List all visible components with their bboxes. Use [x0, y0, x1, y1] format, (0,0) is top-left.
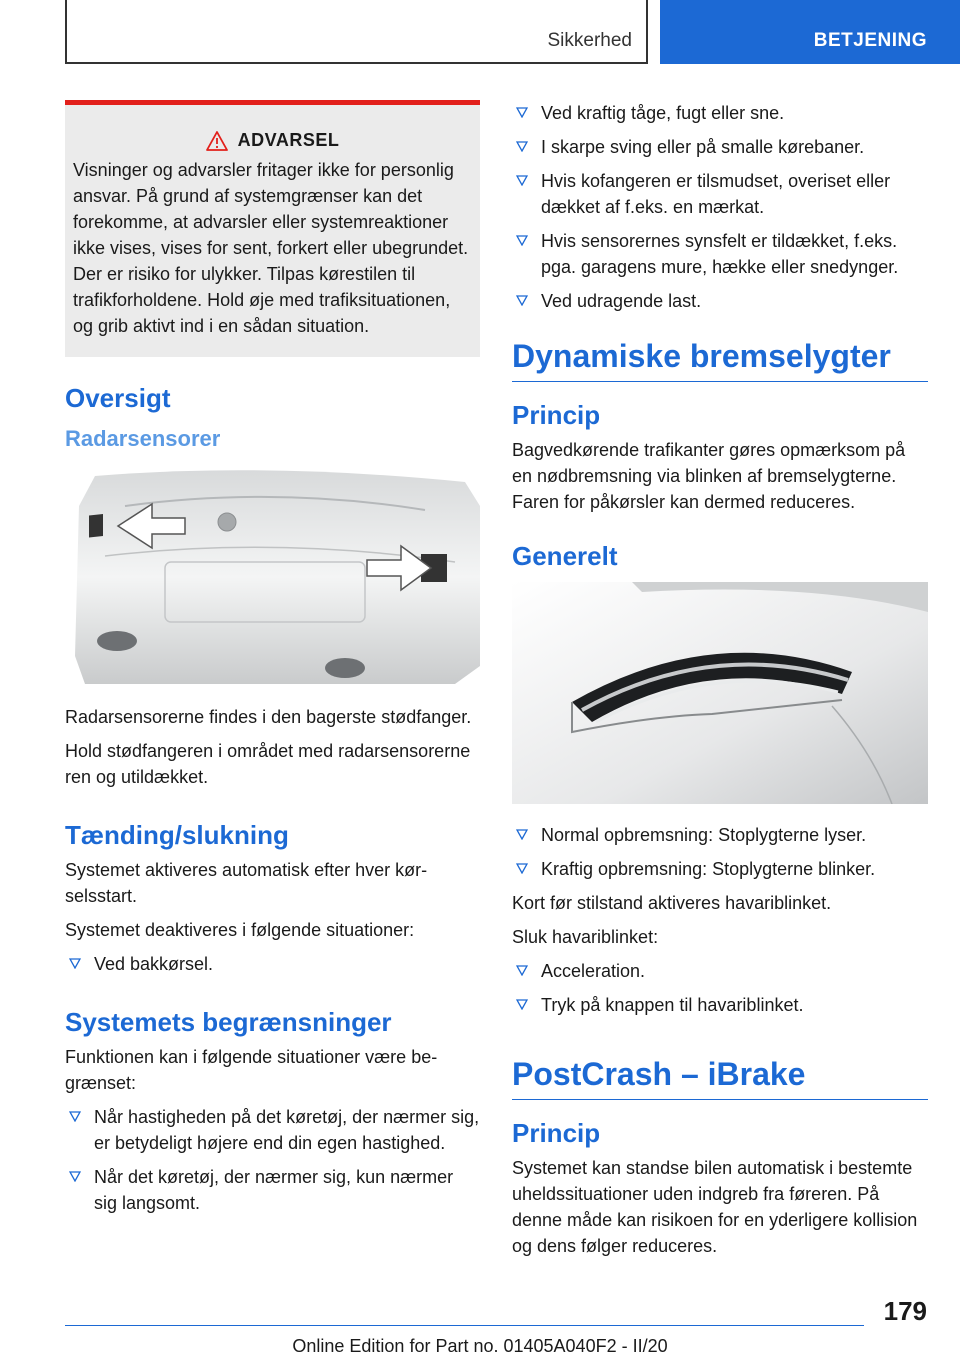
triangle-bullet-icon — [69, 957, 81, 969]
triangle-bullet-icon — [516, 862, 528, 874]
left-column — [65, 100, 480, 1224]
triangle-bullet-icon — [69, 1170, 81, 1182]
heading-generelt: Generelt — [512, 541, 618, 571]
heading-postcrash-ibrake: PostCrash – iBrake — [512, 1056, 928, 1100]
brake-light-list — [512, 822, 928, 882]
triangle-bullet-icon — [516, 998, 528, 1010]
list-item: Når det køretøj, der nærmer sig, kun nærmer sig langsomt. — [65, 1164, 480, 1216]
triangle-bullet-icon — [516, 106, 528, 118]
list-item: Tryk på knappen til havariblinket. — [512, 992, 928, 1018]
triangle-bullet-icon — [516, 140, 528, 152]
limitations-list — [65, 1104, 480, 1216]
para-princip-2: Systemet kan standse bilen automatisk i bestemte uheldssituationer uden indgreb fra føreren. På denne måde kan risikoen for en yderligere kollision og dens følger reduceres. — [512, 1158, 918, 1256]
triangle-bullet-icon — [516, 828, 528, 840]
right-column — [512, 100, 928, 1267]
para-hazard-before-stop: Kort før stilstand aktiveres havariblinket. — [512, 893, 832, 913]
footer-edition: Online Edition for Part no. 01405A040F2 - II/20 — [292, 1336, 668, 1356]
list-item: Hvis kofangeren er tilsmudset, overiset eller dækket af f.eks. en mærkat. — [512, 168, 928, 220]
page-number: 179 — [883, 1296, 927, 1326]
warning-title-text: ADVARSEL — [237, 130, 340, 150]
list-item: I skarpe sving eller på smalle kørebaner. — [512, 134, 928, 160]
header-chapter-tab — [660, 0, 960, 64]
radar-sensor-car-image — [65, 466, 480, 686]
para-princip-1: Bagvedkørende trafikanter gøres opmærksom på en nødbremsning via blinken af bremselygterne. Faren for påkørsler kan dermed reduceres. — [512, 440, 906, 512]
heading-dynamiske-bremselygter: Dynamiske bremselygter — [512, 338, 928, 382]
para-deactivation: Systemet deaktiveres i følgende situationer: — [65, 920, 415, 940]
list-item: Ved bakkørsel. — [65, 951, 480, 977]
heading-princip-1: Princip — [512, 400, 601, 430]
warning-box — [65, 100, 480, 357]
header-chapter-label: BETJENING — [813, 30, 927, 51]
warning-triangle-icon — [206, 131, 228, 151]
warning-title — [73, 130, 472, 151]
list-item: Acceleration. — [512, 958, 928, 984]
warning-text: Visninger og advarsler fritager ikke for personlig ansvar. På grund af systemgrænser kan det forekomme, at advarsler eller systemreaktioner ikke vises, vises for sent, forkert eller ubegrundet. Der er risiko for ulykker. Tilpas kørestilen til trafikforholdene. Hold øje med trafiksituationen, og grib aktivt ind i en sådan situation. — [73, 160, 469, 336]
header-section-tab — [65, 0, 648, 64]
para-hazard-off: Sluk havariblinket: — [512, 927, 659, 947]
footer-divider — [65, 1325, 864, 1326]
heading-taending: Tænding/slukning — [65, 820, 289, 850]
brake-light-image — [512, 582, 928, 804]
heading-radarsensorer: Radarsensorer — [65, 426, 221, 451]
list-item: Hvis sensorernes synsfelt er tildækket, f.eks. pga. garagens mure, hække eller snedynger. — [512, 228, 928, 280]
heading-begraensninger: Systemets begrænsninger — [65, 1007, 392, 1037]
deactivation-list — [65, 951, 480, 977]
hazard-off-list — [512, 958, 928, 1018]
triangle-bullet-icon — [516, 174, 528, 186]
triangle-bullet-icon — [69, 1110, 81, 1122]
triangle-bullet-icon — [516, 964, 528, 976]
para-activation: Systemet aktiveres automatisk efter hver kørselsstart. — [65, 860, 428, 906]
list-item: Kraftig opbremsning: Stoplygterne blinker. — [512, 856, 928, 882]
heading-oversigt: Oversigt — [65, 383, 171, 413]
list-item: Ved kraftig tåge, fugt eller sne. — [512, 100, 928, 126]
limitations-list-continued — [512, 100, 928, 314]
triangle-bullet-icon — [516, 294, 528, 306]
list-item: Normal opbremsning: Stoplygterne lyser. — [512, 822, 928, 848]
header-section-label: Sikkerhed — [547, 30, 632, 51]
heading-princip-2: Princip — [512, 1118, 601, 1148]
list-item: Ved udragende last. — [512, 288, 928, 314]
list-item: Når hastigheden på det køretøj, der nærmer sig, er betydeligt højere end din egen hastighed. — [65, 1104, 480, 1156]
para-limitations: Funktionen kan i følgende situationer være begrænset: — [65, 1047, 438, 1093]
para-radar-location: Radarsensorerne findes i den bagerste stødfanger. — [65, 707, 472, 727]
para-radar-clean: Hold stødfangeren i området med radarsensorerne ren og utildækket. — [65, 741, 471, 787]
triangle-bullet-icon — [516, 234, 528, 246]
